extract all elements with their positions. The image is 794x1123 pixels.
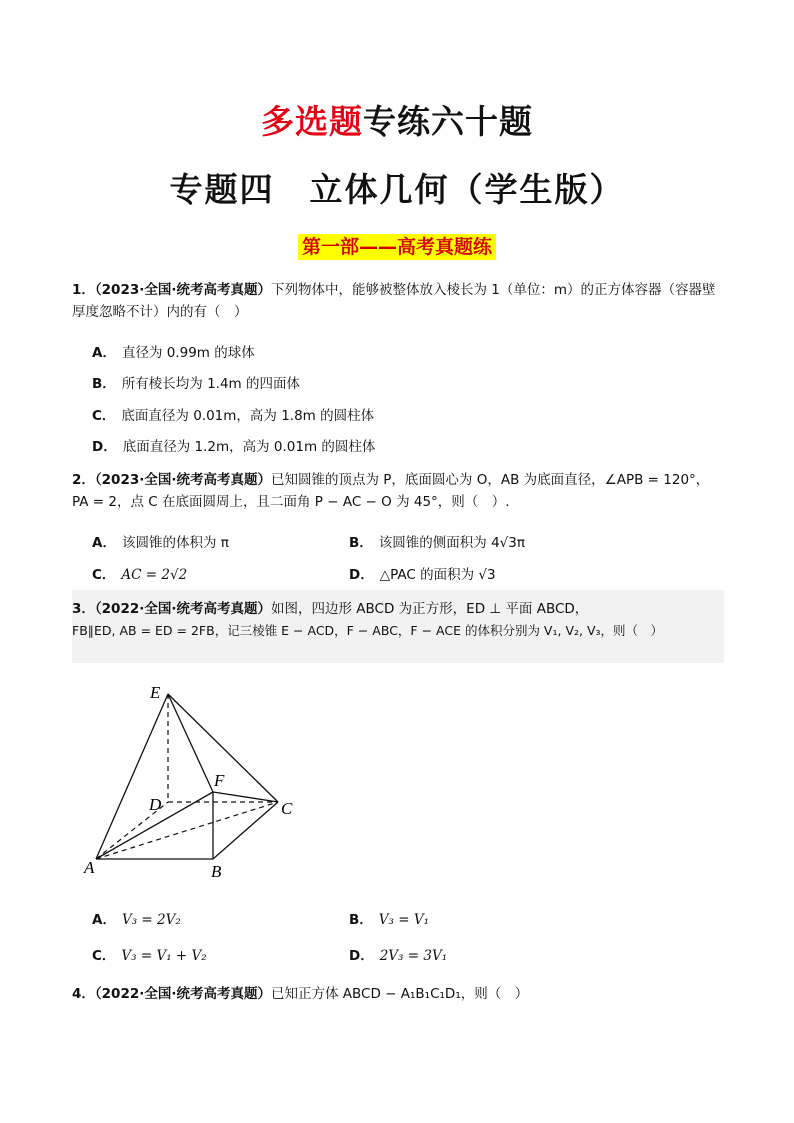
question-2-stem-line1: 已知圆锥的顶点为 P，底面圆心为 O，AB 为底面直径，∠APB = 120°， bbox=[271, 472, 710, 488]
question-4-source: （2022·全国·统考高考真题） bbox=[94, 986, 271, 1002]
label-B: B bbox=[211, 862, 222, 881]
question-4-stem bbox=[72, 983, 722, 1005]
question-3-stem bbox=[72, 598, 722, 642]
pyramid-figure bbox=[78, 682, 318, 882]
question-3-option-a: A． V₃ = 2V₂ bbox=[92, 912, 181, 928]
question-1-stem-line1: 下列物体中，能够被整体放入棱长为 1（单位：m）的正方体容器（容器壁 bbox=[271, 282, 716, 298]
question-1-option-c: C． 底面直径为 0.01m，高为 1.8m 的圆柱体 bbox=[92, 408, 375, 424]
question-2-stem-line2: PA = 2，点 C 在底面圆周上，且二面角 P − AC − O 为 45°，则（ ）. bbox=[72, 494, 510, 510]
edge-BC bbox=[213, 802, 278, 859]
question-1-source: （2023·全国·统考高考真题） bbox=[94, 282, 271, 298]
question-1-stem bbox=[72, 279, 722, 323]
question-2-source: （2023·全国·统考高考真题） bbox=[94, 472, 271, 488]
question-2-number: 2． bbox=[72, 472, 95, 488]
question-2-option-a: A． 该圆锥的体积为 π bbox=[92, 535, 229, 551]
edge-EF bbox=[168, 694, 213, 792]
label-C: C bbox=[281, 799, 293, 818]
section-heading-text: 第一部——高考真题练 bbox=[298, 234, 496, 260]
main-title-black: 专练六十题 bbox=[363, 102, 533, 141]
question-3-option-d: D． 2V₃ = 3V₁ bbox=[349, 948, 448, 964]
question-1-option-b: B． 所有棱长均为 1.4m 的四面体 bbox=[92, 376, 300, 392]
question-4-number: 4． bbox=[72, 986, 95, 1002]
question-1-option-d: D． 底面直径为 1.2m，高为 0.01m 的圆柱体 bbox=[92, 439, 376, 455]
main-title bbox=[0, 96, 794, 143]
question-3-source: （2022·全国·统考高考真题） bbox=[94, 601, 271, 617]
section-heading bbox=[0, 232, 794, 259]
question-1-option-a: A． 直径为 0.99m 的球体 bbox=[92, 345, 255, 361]
question-2-option-d: D． △PAC 的面积为 √3 bbox=[349, 567, 496, 583]
label-F: F bbox=[214, 771, 225, 790]
question-4-stem-line1: 已知正方体 ABCD − A₁B₁C₁D₁，则（ ） bbox=[271, 986, 529, 1002]
edge-FC bbox=[213, 792, 278, 802]
question-2-option-b: B． 该圆锥的侧面积为 4√3π bbox=[349, 535, 525, 551]
question-1-stem-line2: 厚度忽略不计）内的有（ ） bbox=[72, 304, 248, 320]
question-2-option-c: C． AC = 2√2 bbox=[92, 567, 188, 583]
question-2-stem bbox=[72, 469, 722, 513]
question-3-stem-line1: 如图，四边形 ABCD 为正方形，ED ⊥ 平面 ABCD， bbox=[271, 601, 589, 617]
question-3-number: 3． bbox=[72, 601, 95, 617]
edge-AC bbox=[96, 802, 278, 859]
edge-EA bbox=[96, 694, 168, 859]
label-A: A bbox=[84, 858, 95, 877]
question-1-number: 1． bbox=[72, 282, 95, 298]
question-3-option-c: C． V₃ = V₁ + V₂ bbox=[92, 948, 207, 964]
main-title-red: 多选题 bbox=[261, 102, 363, 141]
question-3-option-b: B． V₃ = V₁ bbox=[349, 912, 430, 928]
label-D: D bbox=[149, 795, 162, 814]
question-3-stem-line2: FB∥ED, AB = ED = 2FB，记三棱锥 E − ACD，F − ABC，F − ACE 的体积分别为 V₁, V₂, V₃，则（ ） bbox=[72, 623, 664, 638]
subtitle: 专题四 立体几何（学生版） bbox=[169, 170, 625, 209]
label-E: E bbox=[150, 683, 161, 702]
